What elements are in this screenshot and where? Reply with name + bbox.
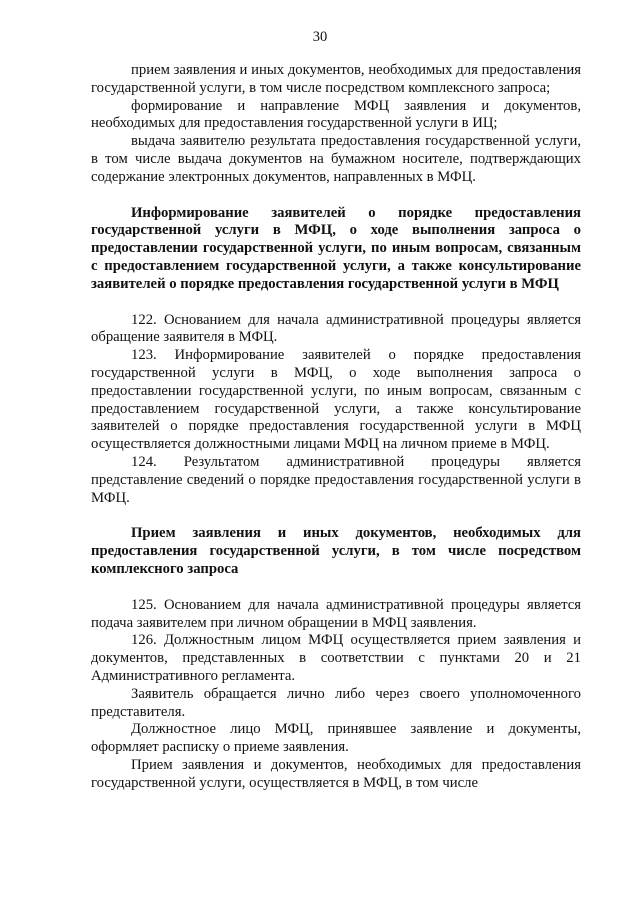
page-number: 30 [312, 29, 328, 45]
paragraph-receipt: Должностное лицо МФЦ, принявшее заявление и документы, оформляет расписку о приеме заявления. [91, 721, 581, 756]
paragraph-forming: формирование и направление МФЦ заявления и документов, необходимых для предоставления государственной услуги в ИЦ; [91, 97, 581, 132]
paragraph-126: 126. Должностным лицом МФЦ осуществляется прием заявления и документов, представленных в соответствии с пунктами 20 и 21 Административного регламента. [91, 632, 581, 684]
paragraph-123: 123. Информирование заявителей о порядке предоставления государственной услуги в МФЦ, о ходе выполнения запроса о предоставлении государственной услуги, по иным вопросам, связанным с предоставлением государственной услуги, а также консультирование заявителей о порядке предоставления государственной услуги в МФЦ осуществляется должностными лицами МФЦ на личном приеме в МФЦ. [91, 347, 581, 453]
paragraph-representative: Заявитель обращается лично либо через своего уполномоченного представителя. [91, 685, 581, 720]
section-heading-informing: Информирование заявителей о порядке предоставления государственной услуги в МФЦ, о ходе выполнения запроса о предоставлении государственной услуги, по иным вопросам, связанным с предоставлением государственной услуги, а также консультирование заявителей о порядке предоставления государственной услуги в МФЦ [91, 204, 581, 292]
paragraph-125: 125. Основанием для начала административной процедуры является подача заявителем при личном обращении в МФЦ заявления. [91, 596, 581, 631]
spacer [91, 579, 581, 597]
spacer [91, 507, 581, 525]
document-body [91, 62, 581, 792]
section-heading-intake: Прием заявления и иных документов, необходимых для предоставления государственной услуги, в том числе посредством комплексного запроса [91, 525, 581, 577]
paragraph-acceptance: Прием заявления и документов, необходимых для предоставления государственной услуги, осуществляется в МФЦ, в том числе [91, 756, 581, 791]
paragraph-124: 124. Результатом административной процедуры является представление сведений о порядке предоставления государственной услуги в МФЦ. [91, 453, 581, 506]
paragraph-issuance: выдача заявителю результата предоставления государственной услуги, в том числе выдача документов на бумажном носителе, подтверждающих содержание электронных документов, направленных в МФЦ. [91, 133, 581, 185]
spacer [91, 294, 581, 312]
spacer [91, 187, 581, 205]
paragraph-122: 122. Основанием для начала административной процедуры является обращение заявителя в МФЦ. [91, 311, 581, 346]
paragraph-intake: прием заявления и иных документов, необходимых для предоставления государственной услуги, в том числе посредством комплексного запроса; [91, 62, 581, 96]
